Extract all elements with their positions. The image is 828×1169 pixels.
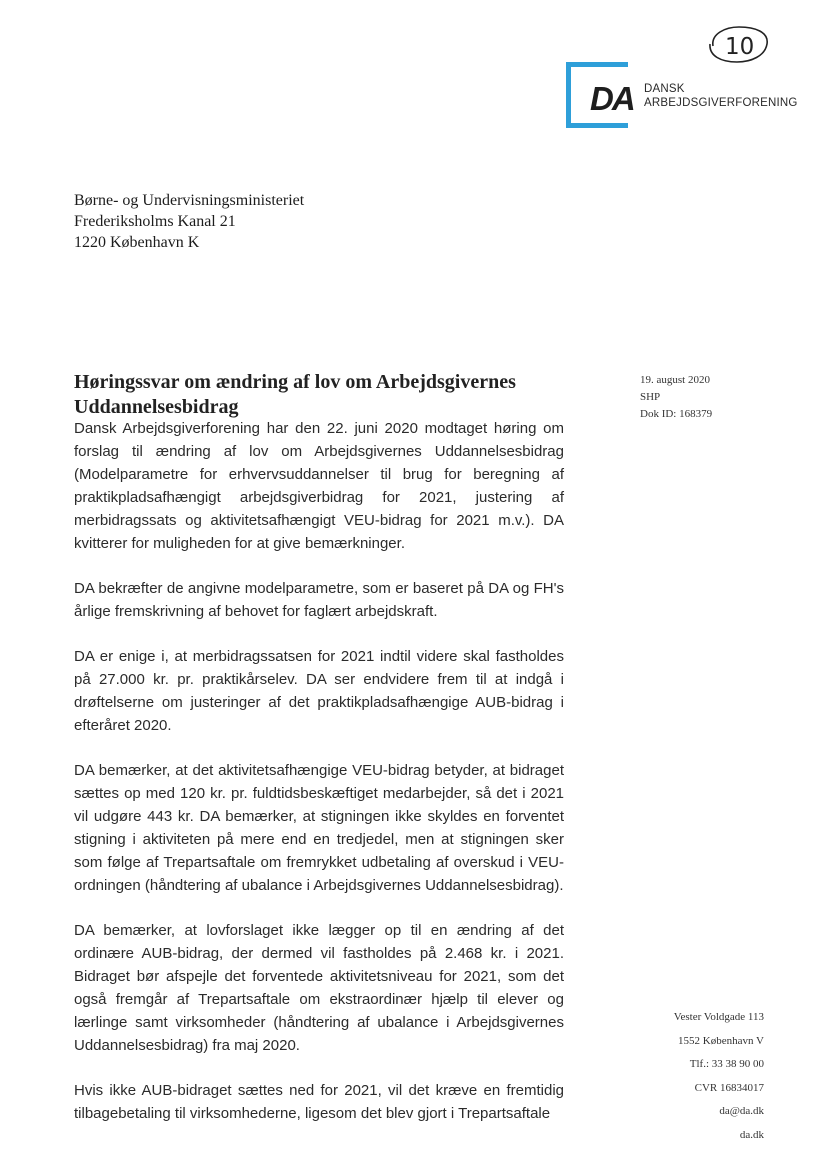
paragraph: DA bemærker, at lovforslaget ikke lægger op til en ændring af det ordinære AUB-bidrag, der dermed vil fastholdes på 2.468 kr. i 2021. Bidraget bør afspejle det forventede aktivitetsniveau for 2021, som det også fremgår af Trepartsaftale om ekstraordinær hjælp til elever og lærlinge samt virksomheder (håndtering af ubalance i Arbejdsgivernes Uddannelsesbidrag) fra maj 2020. xyxy=(74,922,564,1054)
document-id: Dok ID: 168379 xyxy=(640,408,713,420)
sender-cvr: CVR 16834017 xyxy=(694,1081,764,1094)
paragraph: DA bekræfter de angivne modelparametre, som er baseret på DA og FH's årlige fremskrivning af behovet for faglært arbejdskraft. xyxy=(74,580,564,620)
logo-name xyxy=(644,82,798,110)
letter-body xyxy=(74,417,564,1147)
logo-mark: DA xyxy=(590,80,634,117)
letter-meta xyxy=(640,372,712,423)
letter-initials: SHP xyxy=(640,391,661,403)
handwritten-number-text: 10 xyxy=(725,34,755,60)
paragraph: Hvis ikke AUB-bidraget sættes ned for 2021, vil det kræve en fremtidig tilbagebetaling til virksomhederne, ligesom det blev gjort i Trepartsaftale xyxy=(74,1082,564,1122)
letter-heading: Høringssvar om ændring af lov om Arbejdsgivernes Uddannelsesbidrag xyxy=(74,371,516,418)
sender-email: da@da.dk xyxy=(719,1105,764,1117)
recipient-name: Børne- og Undervisningsministeriet xyxy=(74,192,305,209)
recipient-address xyxy=(74,190,304,253)
sender-contact xyxy=(674,1006,764,1147)
sender-phone: Tlf.: 33 38 90 00 xyxy=(689,1058,764,1070)
paragraph: Dansk Arbejdsgiverforening har den 22. juni 2020 modtaget høring om forslag til ændring af lov om Arbejdsgivernes Uddannelsesbidrag (Modelparametre for erhvervsuddannelser til brug for beregning af praktikpladsafhængigt arbejdsgiverbidrag for 2021, justering af merbidragssats og aktivitetsafhængigt VEU-bidrag for 2021 m.v.). DA kvitterer for muligheden for at give bemærkninger. xyxy=(74,420,564,552)
letter-date: 19. august 2020 xyxy=(640,374,710,386)
sender-street: Vester Voldgade 113 xyxy=(673,1011,764,1023)
sender-website: da.dk xyxy=(739,1128,764,1141)
paragraph: DA bemærker, at det aktivitetsafhængige VEU-bidrag betyder, at bidraget sættes op med 120 kr. pr. fuldtidsbeskæftiget medarbejder, så det i 2021 vil udgøre 443 kr. DA bemærker, at stigningen ikke skyldes en forventet stigning i aktiviteten på mere end en tredjedel, men at stigningen sker som følge af Trepartsaftale om fremrykket udbetaling af overskud i VEU-ordningen (håndtering af ubalance i Arbejdsgivernes Uddannelsesbidrag). xyxy=(74,762,564,894)
logo-line-1: DANSK xyxy=(644,83,685,95)
paragraph: DA er enige i, at merbidragssatsen for 2021 indtil videre skal fastholdes på 27.000 kr. pr. praktikårselev. DA ser endvidere frem til at indgå i drøftelserne om justeringer af det praktikpladsafhængige AUB-bidrag i efteråret 2020. xyxy=(74,648,564,734)
company-logo xyxy=(562,60,798,136)
recipient-street: Frederiksholms Kanal 21 xyxy=(74,213,236,230)
recipient-city: 1220 København K xyxy=(74,234,200,251)
sender-city: 1552 København V xyxy=(678,1034,764,1047)
logo-line-2: ARBEJDSGIVERFORENING xyxy=(644,97,798,109)
